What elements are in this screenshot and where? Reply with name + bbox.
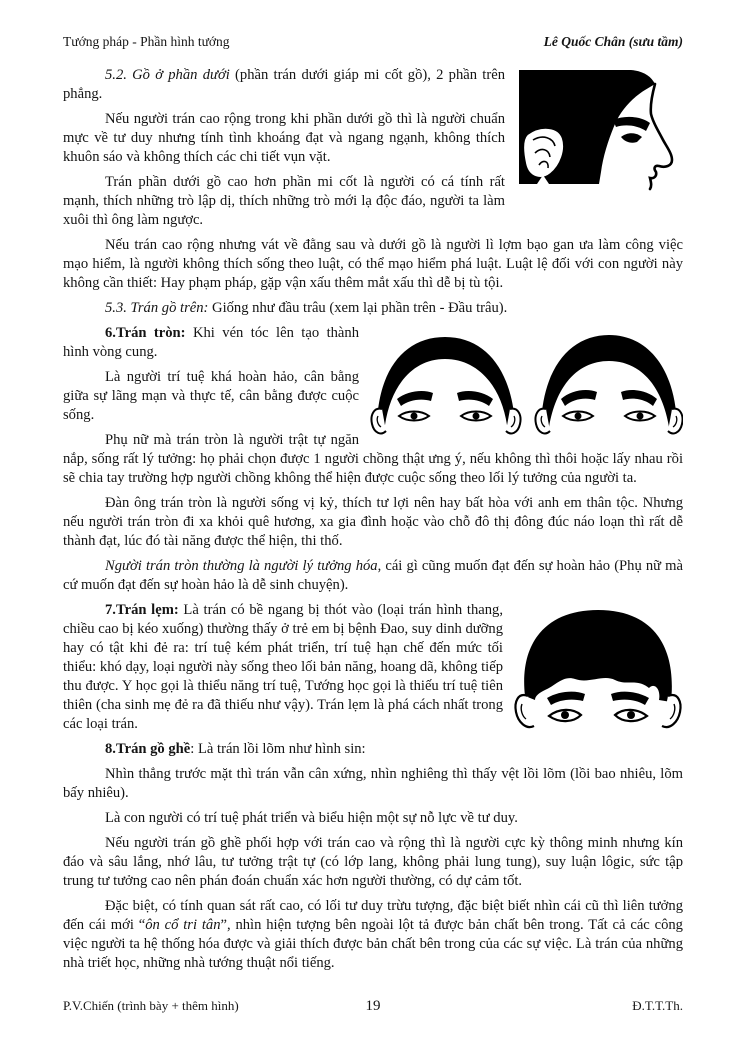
section-5-3-heading: 5.3. Trán gồ trên:: [105, 300, 209, 316]
two-round-foreheads-illustration: [369, 327, 683, 435]
section-7-heading: 7.Trán lẹm:: [105, 602, 179, 618]
section-8-heading: 8.Trán gồ ghề: [105, 741, 191, 757]
paragraph: Đàn ông trán tròn là người sống vị kỷ, thích tư lợi nên hay bất hòa với anh em thân tộc. Nhưng nếu người trán tròn đi xa khỏi quê hương, xa gia đình hoặc vào chỗ đô thị đông đúc náo loạn thì rất dễ thành đạt, lúc đó tài năng được thể hiện, thi thố.: [63, 495, 683, 549]
profile-face-illustration: [513, 68, 683, 198]
ideal-type-emphasis: Người trán tròn thường là người lý tưởng hóa: [105, 558, 378, 574]
paragraph: Nhìn thẳng trước mặt thì trán vẫn cân xứng, nhìn nghiêng thì thấy vệt lồi lõm (lồi bao nhiêu, lõm bấy nhiêu).: [63, 766, 683, 801]
paragraph-5-3: [63, 299, 683, 318]
section-5-3-text: Giống như đầu trâu (xem lại phần trên - Đầu trâu).: [208, 300, 508, 316]
paragraph-text: ”, nhìn hiện tượng bên ngoài lột tả được bản chất bên trong. Tất cả các công việc người ta hệ thống hóa được và giải thích được bản chất bên trong của các sự việc. Là trán của những nhà triết học, những nhà tướng thuật nổi tiếng.: [63, 917, 683, 971]
page-footer: [63, 998, 683, 1014]
paragraph-8: [63, 740, 683, 759]
paragraph-text: , cái gì cũng muốn đạt đến sự hoàn hảo (Phụ nữ mà cứ muốn đạt đến sự hoàn hảo là dễ sinh chuyện).: [63, 558, 683, 593]
paragraph: Nếu người trán cao rộng trong khi phần dưới gồ thì là người chuẩn mực về tư duy nhưng tính tình khoáng đạt và ngang ngạnh, không thích khuôn sáo và không thích các chi tiết vụn vặt.: [63, 111, 505, 165]
page-header: [63, 34, 683, 50]
paragraph: [63, 557, 683, 595]
section-5-2-text: (phần trán dưới giáp mi cốt gồ), 2 phần trên phẳng.: [63, 67, 505, 102]
section-6-heading: 6.Trán tròn:: [105, 325, 186, 341]
paragraph: Là con người có trí tuệ phát triển và biểu hiện một sự nỗ lực về tư duy.: [105, 810, 518, 826]
section-8-text: : Là trán lồi lõm như hình sin:: [190, 741, 366, 757]
section-5-2-heading: 5.2. Gồ ở phần dưới: [105, 67, 230, 83]
paragraph: Nếu người trán gồ ghề phối hợp với trán cao và rộng thì là người cực kỳ thông minh nhưng kín đáo và sâu lắng, nhớ lâu, tư tưởng trật tự (có lớp lang, không phải lung tung), suy luận lôgic, sức tập trung tư tưởng cao nên phán đoán chuẩn xác hơn người thường, có dự cảm tốt.: [63, 835, 683, 889]
paragraph: Nếu trán cao rộng nhưng vát về đằng sau và dưới gồ là người lì lợm bạo gan ưa làm công việc mạo hiểm, là người không thích sống theo luật, có thể mạo hiểm phá luật. Luật lệ đối với con người này không cần thiết: Hay phạm pháp, gặp vận xấu thêm mắt xấu thì dễ bị tù tội.: [63, 237, 683, 291]
header-author: Lê Quốc Chân (sưu tầm): [543, 34, 683, 49]
proverb-emphasis: ôn cổ tri tân: [145, 917, 221, 933]
footer-initials: Đ.T.T.Th.: [632, 998, 683, 1013]
low-forehead-illustration: [513, 604, 683, 732]
section-7-text: Là trán có bề ngang bị thót vào (loại trán hình thang, chiều cao bị kéo xuống) thường thấy ở trẻ em bị bệnh Đao, suy dinh dưỡng hay có tật khi đẻ ra: trí tuệ kém phát triển, trí tuệ hạn chế đến mức tối thiểu: khó dạy, loại người này sống theo lối bản năng, hoang dã, không tiếp thu được. Y học gọi là thiểu năng trí tuệ, Tướng học gọi là thiếu trí tuệ tiên thiên (cha sinh mẹ đẻ ra đã thiếu như vậy). Trán lẹm là phá cách nhất trong các loại trán.: [63, 602, 503, 732]
page-number: 19: [365, 998, 381, 1014]
header-title: Tướng pháp - Phần hình tướng: [63, 34, 230, 49]
paragraph: [63, 897, 683, 973]
paragraph-text: Đặc biệt, có tính quan sát rất cao, có lối tư duy trừu tượng, đặc biệt biết nhìn cái cũ thì liên tưởng đến cái mới “: [63, 898, 683, 933]
section-6-text: Khi vén tóc lên tạo thành hình vòng cung.: [63, 325, 359, 360]
paragraph: Là người trí tuệ khá hoàn hảo, cân bằng giữa sự lãng mạn và thực tế, cân bằng được cuộc sống.: [63, 369, 359, 423]
footer-author: P.V.Chiến (trình bày + thêm hình): [63, 998, 239, 1013]
document-body: [63, 66, 683, 994]
paragraph: Phụ nữ mà trán tròn là người trật tự ngăn nắp, sống rất lý tưởng: họ phải chọn được 1 người chồng thật ưng ý, nếu không thì thôi hoặc lấy nhau rồi sẽ chia tay trường hợp người chồng không thể hiện được cuộc sống theo lối lý tưởng của người ta.: [63, 432, 683, 486]
paragraph: Trán phần dưới gồ cao hơn phần mi cốt là người có cá tính rất mạnh, thích những trò lập dị, thích những trò mới lạ độc đáo, người ta làm xuôi thì ông làm ngược.: [63, 174, 505, 228]
